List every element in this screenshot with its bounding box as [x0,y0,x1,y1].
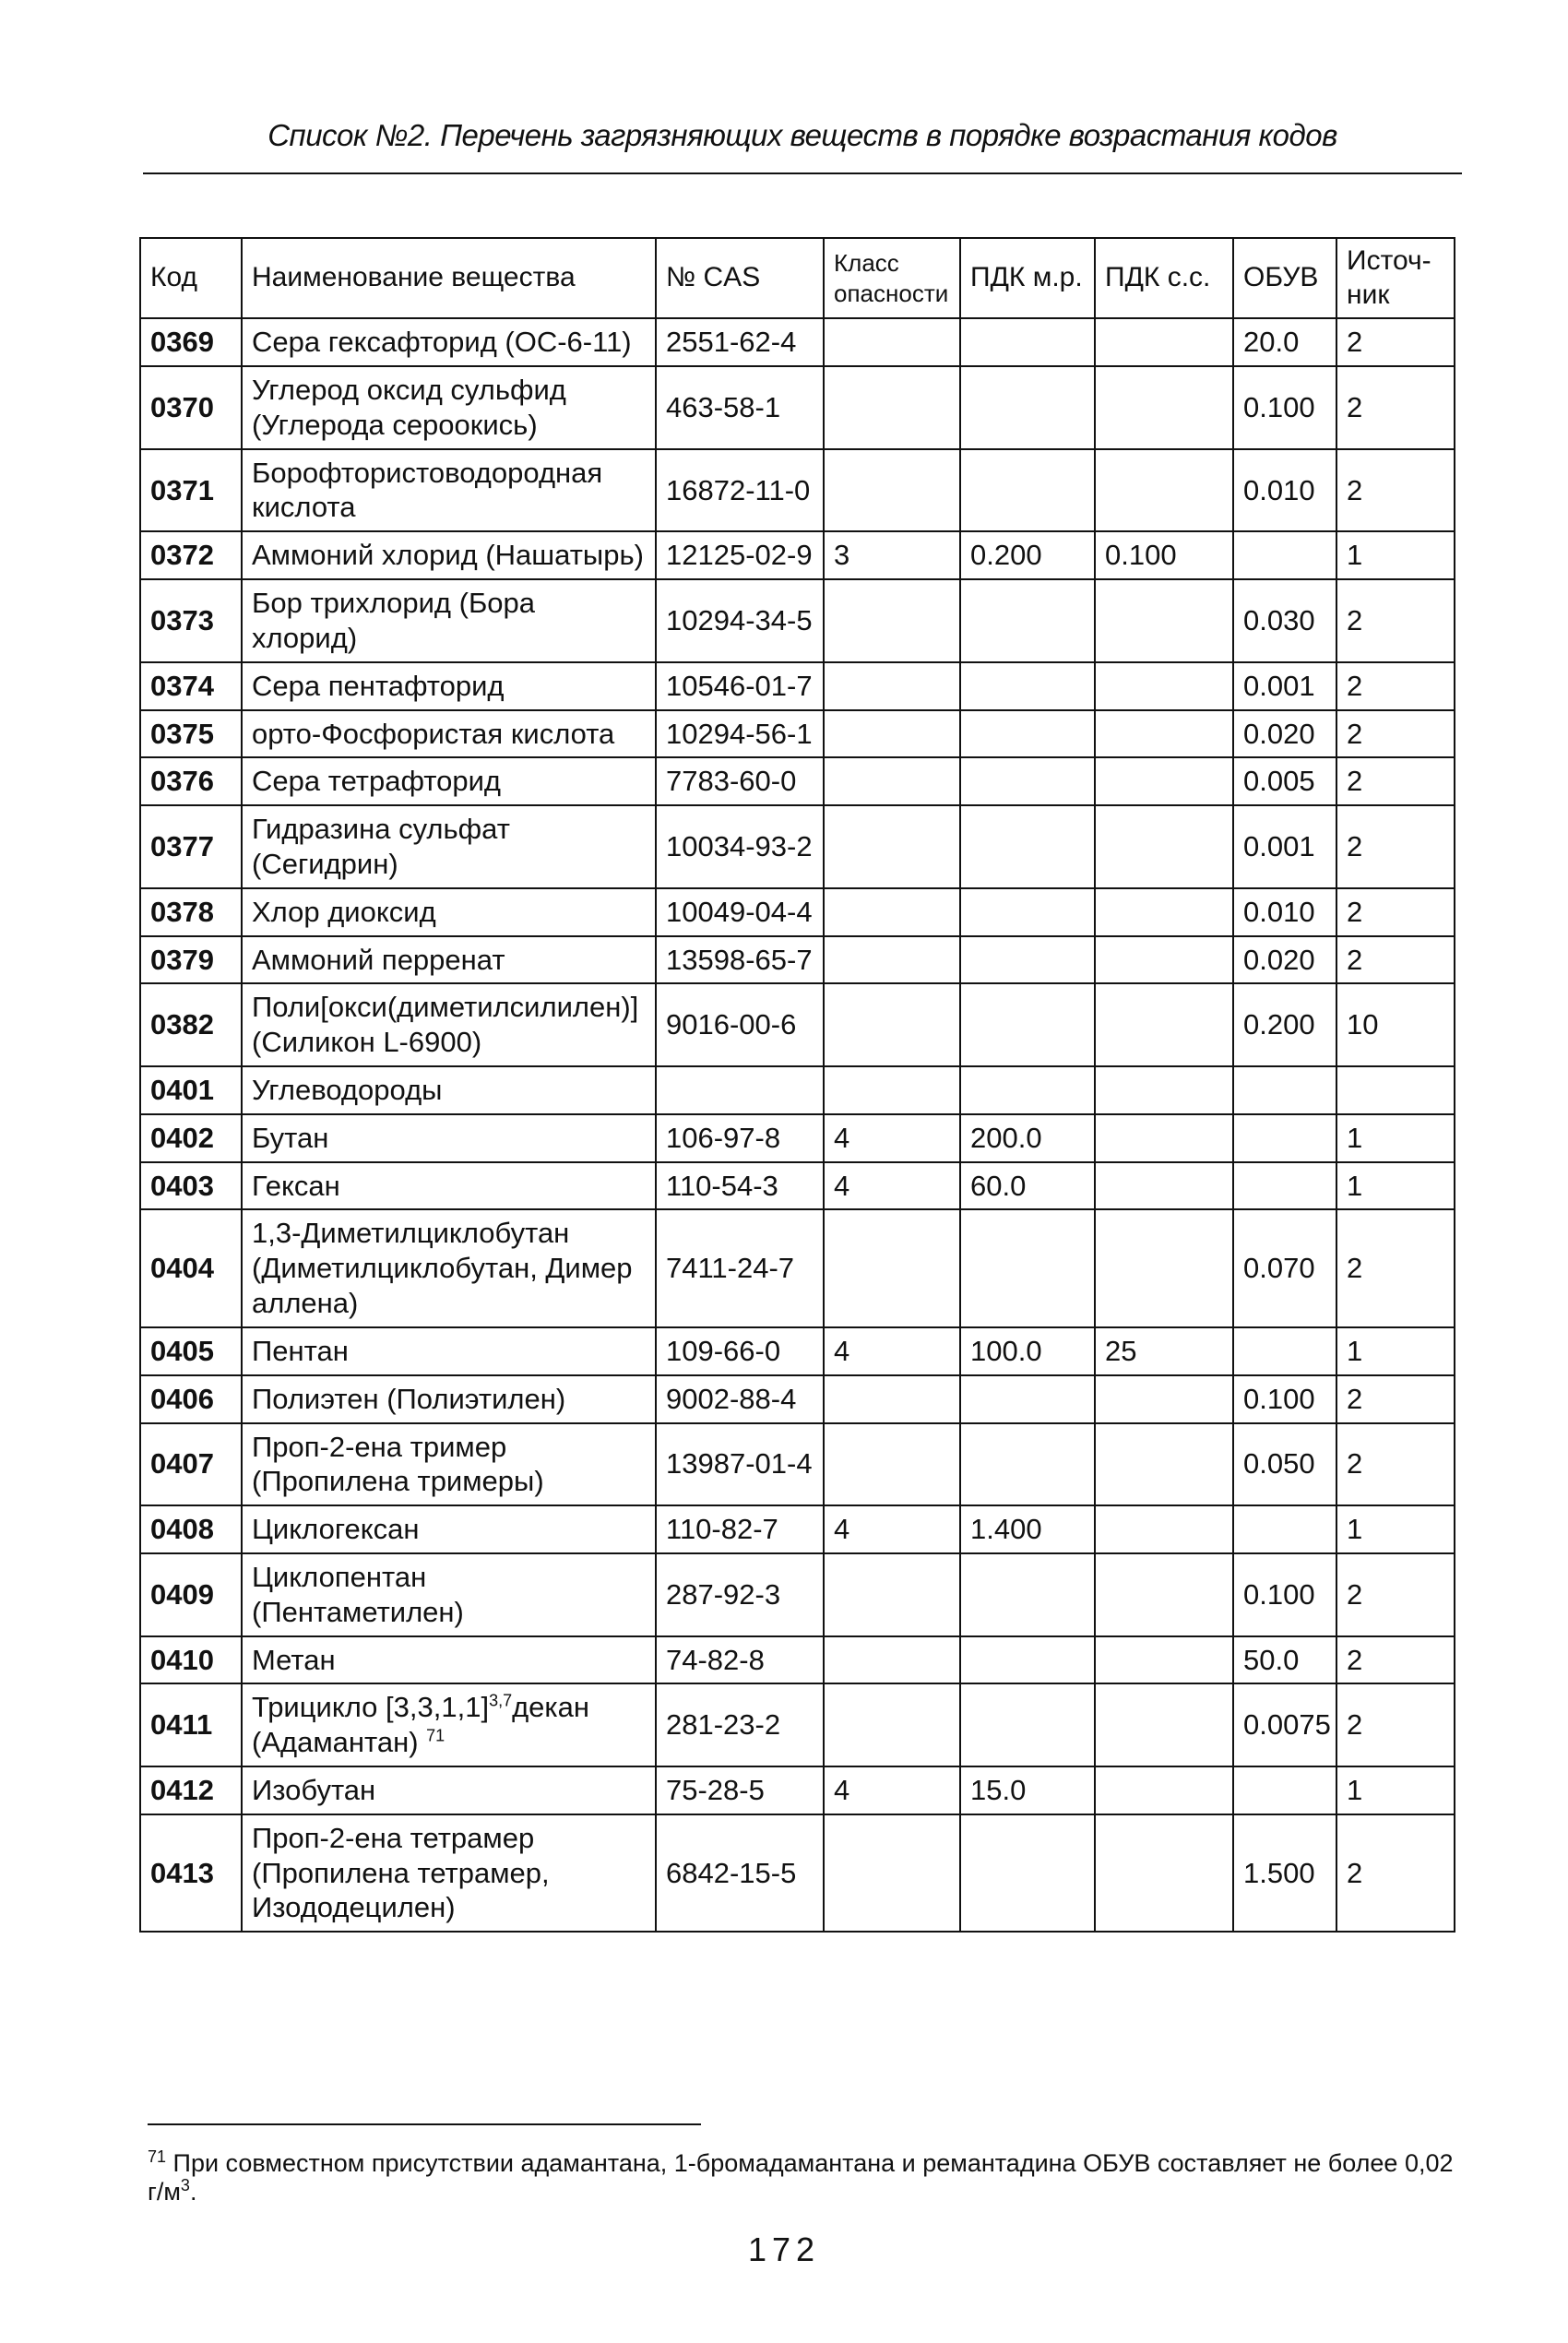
cell-source: 2 [1336,579,1455,662]
cell-code: 0374 [140,662,242,710]
table-row [140,757,1455,805]
cell-pdk-mr: 60.0 [960,1162,1095,1210]
cell-pdk-ss [1095,318,1233,366]
cell-code: 0413 [140,1814,242,1932]
cell-cas: 75-28-5 [656,1766,824,1814]
running-title: Список №2. Перечень загрязняющих веществ в порядке возрастания кодов [267,118,1337,152]
footnote-unit-sup: 3 [180,2176,190,2194]
cell-hazard [824,757,960,805]
cell-pdk-ss [1095,1209,1233,1326]
cell-cas: 13987-01-4 [656,1423,824,1506]
cell-obuv: 0.010 [1233,888,1336,936]
cell-cas: 6842-15-5 [656,1814,824,1932]
cell-name: Циклопентан (Пентаметилен) [242,1553,656,1636]
cell-hazard [824,983,960,1066]
cell-pdk-mr [960,1636,1095,1684]
cell-pdk-ss [1095,1114,1233,1162]
cell-hazard [824,366,960,449]
cell-cas: 12125-02-9 [656,531,824,579]
cell-pdk-ss [1095,1814,1233,1932]
cell-hazard [824,1553,960,1636]
cell-source: 2 [1336,1209,1455,1326]
cell-cas: 287-92-3 [656,1553,824,1636]
table-row [140,662,1455,710]
cell-pdk-ss [1095,710,1233,758]
cell-pdk-ss [1095,983,1233,1066]
cell-name: Гексан [242,1162,656,1210]
footnote-end: . [189,2178,197,2206]
cell-pdk-mr [960,1209,1095,1326]
cell-obuv: 0.020 [1233,936,1336,984]
cell-hazard: 4 [824,1766,960,1814]
cell-name: Борофтористоводородная кислота [242,449,656,532]
table-row [140,1209,1455,1326]
table-row [140,1327,1455,1375]
cell-pdk-mr: 1.400 [960,1505,1095,1553]
cell-obuv: 1.500 [1233,1814,1336,1932]
table-row [140,983,1455,1066]
cell-hazard [824,662,960,710]
cell-code: 0402 [140,1114,242,1162]
table-row [140,1683,1455,1766]
col-header-cas: № CAS [656,238,824,318]
cell-obuv: 0.100 [1233,1553,1336,1636]
cell-source: 2 [1336,366,1455,449]
cell-code: 0375 [140,710,242,758]
table-row [140,1162,1455,1210]
cell-pdk-ss [1095,662,1233,710]
cell-pdk-ss [1095,1766,1233,1814]
cell-obuv: 0.001 [1233,805,1336,888]
cell-code: 0411 [140,1683,242,1766]
col-header-hazard [824,238,960,318]
cell-obuv: 0.100 [1233,366,1336,449]
cell-pdk-ss [1095,1553,1233,1636]
table-row [140,888,1455,936]
table-row [140,1766,1455,1814]
table-row [140,579,1455,662]
cell-obuv: 0.001 [1233,662,1336,710]
cell-pdk-mr [960,662,1095,710]
cell-code: 0376 [140,757,242,805]
cell-cas: 74-82-8 [656,1636,824,1684]
cell-name: Углеводороды [242,1066,656,1114]
cell-pdk-ss [1095,1375,1233,1423]
cell-hazard: 4 [824,1327,960,1375]
cell-cas [656,1066,824,1114]
cell-code: 0407 [140,1423,242,1506]
cell-pdk-mr: 200.0 [960,1114,1095,1162]
cell-name-rest: декан (Адамантан) [252,1691,590,1759]
cell-name-superscript: 3,7 [489,1692,513,1711]
cell-hazard: 4 [824,1505,960,1553]
footnote [148,2149,1457,2206]
table-row [140,1375,1455,1423]
cell-pdk-mr [960,1553,1095,1636]
cell-cas: 110-54-3 [656,1162,824,1210]
cell-cas: 10049-04-4 [656,888,824,936]
cell-cas: 9016-00-6 [656,983,824,1066]
cell-pdk-ss [1095,1505,1233,1553]
table-row [140,805,1455,888]
col-header-source-line2: ник [1347,279,1390,310]
cell-hazard [824,1066,960,1114]
cell-source: 2 [1336,449,1455,532]
cell-name: Метан [242,1636,656,1684]
cell-obuv: 0.050 [1233,1423,1336,1506]
cell-name: Циклогексан [242,1505,656,1553]
cell-pdk-mr [960,1814,1095,1932]
cell-code: 0378 [140,888,242,936]
cell-pdk-mr [960,805,1095,888]
cell-code: 0410 [140,1636,242,1684]
title-rule [143,172,1462,174]
cell-name: Бор трихлорид (Бора хлорид) [242,579,656,662]
col-header-pdk-ss: ПДК с.с. [1095,238,1233,318]
cell-cas: 106-97-8 [656,1114,824,1162]
cell-source: 2 [1336,1553,1455,1636]
cell-cas: 2551-62-4 [656,318,824,366]
cell-cas: 13598-65-7 [656,936,824,984]
page-number: 172 [747,2230,821,2268]
cell-code: 0412 [140,1766,242,1814]
cell-name-text: Трицикло [3,3,1,1] [252,1691,490,1724]
col-header-source [1336,238,1455,318]
col-header-pdk-mr: ПДК м.р. [960,238,1095,318]
col-header-code: Код [140,238,242,318]
cell-pdk-ss [1095,366,1233,449]
cell-name: Сера гексафторид (ОС-6-11) [242,318,656,366]
cell-code: 0409 [140,1553,242,1636]
cell-pdk-ss [1095,449,1233,532]
cell-hazard [824,936,960,984]
cell-pdk-mr [960,1375,1095,1423]
cell-code: 0373 [140,579,242,662]
col-header-obuv: ОБУВ [1233,238,1336,318]
table-header-row [140,238,1455,318]
cell-name: Сера тетрафторид [242,757,656,805]
cell-pdk-mr [960,983,1095,1066]
cell-obuv: 0.005 [1233,757,1336,805]
cell-pdk-ss [1095,888,1233,936]
cell-hazard [824,1375,960,1423]
cell-hazard [824,805,960,888]
cell-cas: 7411-24-7 [656,1209,824,1326]
cell-source: 2 [1336,662,1455,710]
footnote-marker: 71 [148,2147,167,2166]
cell-code: 0377 [140,805,242,888]
cell-code: 0401 [140,1066,242,1114]
cell-name: Аммоний перренат [242,936,656,984]
cell-source: 2 [1336,710,1455,758]
cell-hazard: 4 [824,1162,960,1210]
cell-cas: 10294-34-5 [656,579,824,662]
table-row [140,1066,1455,1114]
cell-source: 2 [1336,936,1455,984]
cell-source: 2 [1336,1683,1455,1766]
cell-source [1336,1066,1455,1114]
cell-name: Гидразина сульфат (Сегидрин) [242,805,656,888]
cell-pdk-ss [1095,805,1233,888]
cell-name: Хлор диоксид [242,888,656,936]
cell-name: орто-Фосфористая кислота [242,710,656,758]
cell-name: Сера пентафторид [242,662,656,710]
cell-obuv: 0.100 [1233,1375,1336,1423]
cell-code: 0406 [140,1375,242,1423]
cell-code: 0370 [140,366,242,449]
cell-code: 0405 [140,1327,242,1375]
cell-name: Пентан [242,1327,656,1375]
cell-obuv [1233,1162,1336,1210]
cell-source: 2 [1336,1636,1455,1684]
cell-source: 2 [1336,1423,1455,1506]
cell-obuv: 50.0 [1233,1636,1336,1684]
cell-pdk-ss: 25 [1095,1327,1233,1375]
cell-pdk-mr [960,1683,1095,1766]
cell-hazard [824,318,960,366]
cell-pdk-ss [1095,757,1233,805]
footnote-reference: 71 [426,1726,445,1745]
cell-name: Проп-2-ена тетрамер (Пропилена тетрамер, Изододецилен) [242,1814,656,1932]
cell-cas: 10294-56-1 [656,710,824,758]
cell-cas: 110-82-7 [656,1505,824,1553]
cell-obuv [1233,1114,1336,1162]
footnote-text: При совместном присутствии адамантана, 1-бромадамантана и ремантадина ОБУВ составляет не более 0,02 г/м [148,2149,1454,2206]
col-header-source-line1: Источ- [1347,245,1431,276]
cell-obuv: 0.200 [1233,983,1336,1066]
cell-name: Углерод оксид сульфид (Углерода сероокись) [242,366,656,449]
cell-hazard: 4 [824,1114,960,1162]
table-body [140,318,1455,1932]
cell-pdk-mr [960,936,1095,984]
cell-pdk-ss [1095,579,1233,662]
col-header-name: Наименование вещества [242,238,656,318]
cell-hazard [824,888,960,936]
cell-pdk-mr [960,366,1095,449]
cell-source: 2 [1336,1814,1455,1932]
cell-source: 2 [1336,1375,1455,1423]
cell-cas: 463-58-1 [656,366,824,449]
cell-code: 0382 [140,983,242,1066]
cell-hazard [824,1636,960,1684]
cell-source: 1 [1336,1327,1455,1375]
cell-pdk-mr [960,710,1095,758]
cell-obuv [1233,1066,1336,1114]
col-header-hazard-line1: Класс [834,249,899,278]
cell-obuv [1233,1327,1336,1375]
table-row [140,710,1455,758]
cell-cas: 10034-93-2 [656,805,824,888]
cell-obuv: 20.0 [1233,318,1336,366]
table-row [140,449,1455,532]
cell-pdk-mr [960,757,1095,805]
table-row [140,531,1455,579]
table-row [140,318,1455,366]
cell-pdk-mr [960,1423,1095,1506]
table-row [140,1114,1455,1162]
cell-hazard: 3 [824,531,960,579]
cell-name: Аммоний хлорид (Нашатырь) [242,531,656,579]
table-row [140,1423,1455,1506]
cell-hazard [824,1423,960,1506]
cell-hazard [824,1814,960,1932]
cell-hazard [824,579,960,662]
cell-source: 2 [1336,805,1455,888]
cell-name: Бутан [242,1114,656,1162]
cell-pdk-ss [1095,936,1233,984]
cell-name: Проп-2-ена тример (Пропилена тримеры) [242,1423,656,1506]
table-row [140,936,1455,984]
cell-cas: 9002-88-4 [656,1375,824,1423]
cell-source: 1 [1336,1766,1455,1814]
cell-hazard [824,1683,960,1766]
cell-pdk-mr: 100.0 [960,1327,1095,1375]
footnote-rule [148,2123,701,2125]
cell-name: 1,3-Диметилциклобутан (Диметилциклобутан, Димер аллена) [242,1209,656,1326]
cell-hazard [824,710,960,758]
cell-source: 2 [1336,888,1455,936]
cell-pdk-mr: 15.0 [960,1766,1095,1814]
cell-code: 0379 [140,936,242,984]
cell-pdk-mr [960,1066,1095,1114]
cell-pdk-ss: 0.100 [1095,531,1233,579]
cell-obuv: 0.020 [1233,710,1336,758]
cell-pdk-mr [960,579,1095,662]
cell-hazard [824,1209,960,1326]
cell-code: 0369 [140,318,242,366]
substances-table [139,237,1455,1933]
cell-pdk-mr [960,449,1095,532]
cell-source: 1 [1336,531,1455,579]
cell-obuv: 0.010 [1233,449,1336,532]
table-row [140,1814,1455,1932]
cell-pdk-ss [1095,1162,1233,1210]
cell-obuv [1233,1505,1336,1553]
cell-hazard [824,449,960,532]
cell-pdk-ss [1095,1423,1233,1506]
cell-source: 10 [1336,983,1455,1066]
cell-obuv [1233,1766,1336,1814]
table-row [140,1553,1455,1636]
cell-code: 0404 [140,1209,242,1326]
cell-name [242,1683,656,1766]
cell-name: Изобутан [242,1766,656,1814]
cell-cas: 10546-01-7 [656,662,824,710]
cell-cas: 109-66-0 [656,1327,824,1375]
cell-source: 2 [1336,757,1455,805]
cell-pdk-mr [960,888,1095,936]
cell-source: 1 [1336,1162,1455,1210]
cell-name: Полиэтен (Полиэтилен) [242,1375,656,1423]
cell-cas: 7783-60-0 [656,757,824,805]
cell-code: 0408 [140,1505,242,1553]
cell-source: 2 [1336,318,1455,366]
table-row [140,1505,1455,1553]
table-row [140,366,1455,449]
cell-source: 1 [1336,1505,1455,1553]
cell-obuv: 0.0075 [1233,1683,1336,1766]
cell-code: 0403 [140,1162,242,1210]
cell-pdk-mr [960,318,1095,366]
cell-code: 0371 [140,449,242,532]
cell-pdk-mr: 0.200 [960,531,1095,579]
cell-pdk-ss [1095,1636,1233,1684]
cell-name: Поли[окси(диметилсилилен)] (Силикон L-6900) [242,983,656,1066]
table-row [140,1636,1455,1684]
cell-cas: 281-23-2 [656,1683,824,1766]
cell-pdk-ss [1095,1683,1233,1766]
cell-obuv: 0.070 [1233,1209,1336,1326]
col-header-hazard-line2: опасности [834,279,949,307]
cell-obuv: 0.030 [1233,579,1336,662]
cell-cas: 16872-11-0 [656,449,824,532]
cell-source: 1 [1336,1114,1455,1162]
cell-obuv [1233,531,1336,579]
cell-code: 0372 [140,531,242,579]
cell-pdk-ss [1095,1066,1233,1114]
